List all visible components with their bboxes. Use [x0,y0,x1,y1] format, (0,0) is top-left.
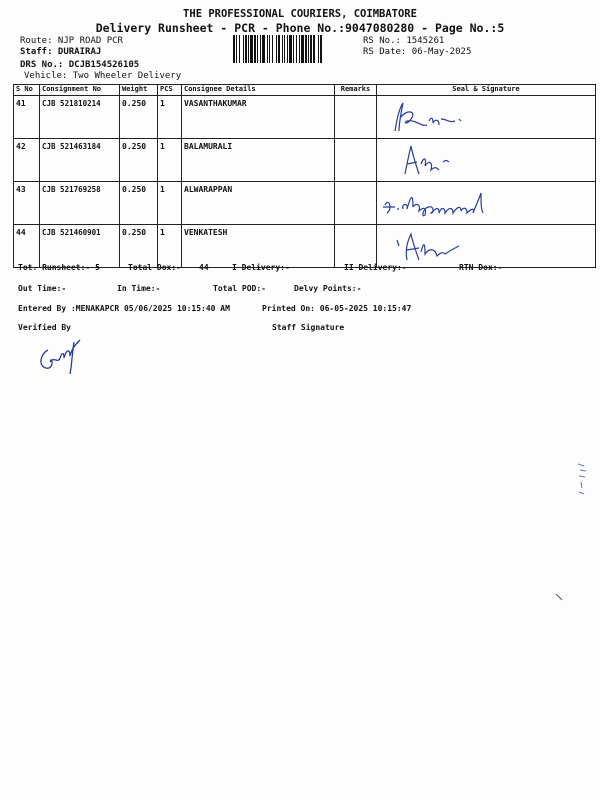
barcode-bar [269,35,270,63]
barcode-bar [313,35,315,63]
barcode-bar [260,35,261,63]
margin-mark-icon [554,592,566,604]
cell-weight: 0.250 [120,225,158,268]
delvy-points: Delvy Points:- [294,284,362,293]
barcode-bar [267,35,268,63]
barcode-bar [308,35,309,63]
barcode-bar [301,35,304,63]
barcode-bar [243,35,244,63]
cell-remarks [335,225,377,268]
staff-label: Staff: DURAIRAJ [20,47,102,57]
cell-consignee: VASANTHAKUMAR [182,96,335,139]
barcode-bar [305,35,307,63]
vehicle-label: Vehicle: Two Wheeler Delivery [24,71,182,81]
barcode-bar [284,35,285,63]
table-row [14,225,596,268]
cell-sno: 41 [14,96,40,139]
cell-pcs: 1 [158,96,182,139]
barcode-bar [318,35,319,63]
cell-consignment: CJB 521463184 [40,139,120,182]
rs-date: RS Date: 06-May-2025 [363,47,472,57]
cell-remarks [335,139,377,182]
cell-remarks [335,182,377,225]
barcode-bar [236,35,237,63]
signature-cell [377,96,596,139]
signature-cell [377,225,596,268]
in-time: In Time:- [117,284,161,293]
barcode-bar [250,35,253,63]
total-dox-value: 44 [199,263,209,272]
verified-signature-icon [36,336,96,378]
col-header-consignment: Consignment No [40,85,120,96]
col-header-signature: Seal & Signature [377,85,596,96]
barcode-bar [257,35,258,63]
cell-sno: 42 [14,139,40,182]
handwritten-signature-icon [377,226,595,266]
cell-consignee: BALAMURALI [182,139,335,182]
handwritten-signature-icon [377,97,595,137]
ii-delivery: II Delivery:- [344,263,407,272]
cell-pcs: 1 [158,225,182,268]
total-pod: Total POD:- [213,284,266,293]
col-header-sno: S No [14,85,40,96]
table-row [14,182,596,225]
table-header-row [14,85,596,96]
barcode-bar [262,35,265,63]
cell-sno: 44 [14,225,40,268]
cell-weight: 0.250 [120,182,158,225]
runsheet-subtitle: Delivery Runsheet - PCR - Phone No.:9047080280 - Page No.:5 [95,21,505,35]
route-label: Route: NJP ROAD PCR [20,36,123,46]
barcode-icon [232,35,356,63]
out-time: Out Time:- [18,284,67,293]
company-title: THE PROFESSIONAL COURIERS, COIMBATORE [183,8,417,20]
barcode-bar [296,35,297,63]
cell-weight: 0.250 [120,96,158,139]
barcode-bar [245,35,247,63]
cell-consignee: VENKATESH [182,225,335,268]
col-header-pcs: PCS [158,85,182,96]
cell-sno: 43 [14,182,40,225]
cell-consignment: CJB 521460901 [40,225,120,268]
col-header-weight: Weight [120,85,158,96]
cell-consignment: CJB 521810214 [40,96,120,139]
printed-on: Printed On: 06-05-2025 10:15:47 [262,304,412,313]
barcode-bar [287,35,288,63]
barcode-bar [272,35,273,63]
barcode-bar [276,35,277,63]
signature-cell [377,182,596,225]
handwritten-signature-icon [377,140,595,180]
barcode-bar [248,35,249,63]
barcode-bar [282,35,283,63]
total-dox-label: Total Dox:- [128,263,181,272]
barcode-bar [293,35,294,63]
margin-mark-icon [574,462,588,500]
barcode-bar [254,35,256,63]
rtn-dox: RTN Dox:- [459,263,503,272]
cell-consignment: CJB 521769258 [40,182,120,225]
rs-number: RS No.: 1545261 [363,36,445,46]
barcode-bar [239,35,240,63]
barcode-bar [310,35,312,63]
verified-by-label: Verified By [18,323,71,332]
entered-by: Entered By :MENAKAPCR 05/06/2025 10:15:40 AM [18,304,230,313]
cell-remarks [335,96,377,139]
col-header-remarks: Remarks [335,85,377,96]
i-delivery: I Delivery:- [232,263,290,272]
cell-consignee: ALWARAPPAN [182,182,335,225]
cell-pcs: 1 [158,139,182,182]
cell-weight: 0.250 [120,139,158,182]
tot-runsheet: Tot. Runsheet:- 5 [18,263,100,272]
barcode-bar [278,35,280,63]
drs-number: DRS No.: DCJB154526105 [20,60,140,70]
barcode-bar [320,35,322,63]
table-row [14,139,596,182]
cell-pcs: 1 [158,182,182,225]
barcode-bar [299,35,300,63]
barcode-bar [233,35,235,63]
barcode-bar [289,35,292,63]
staff-signature-label: Staff Signature [272,323,345,332]
signature-cell [377,139,596,182]
col-header-consignee: Consignee Details [182,85,335,96]
handwritten-signature-icon [377,183,595,223]
runsheet-table [13,84,596,268]
table-row [14,96,596,139]
